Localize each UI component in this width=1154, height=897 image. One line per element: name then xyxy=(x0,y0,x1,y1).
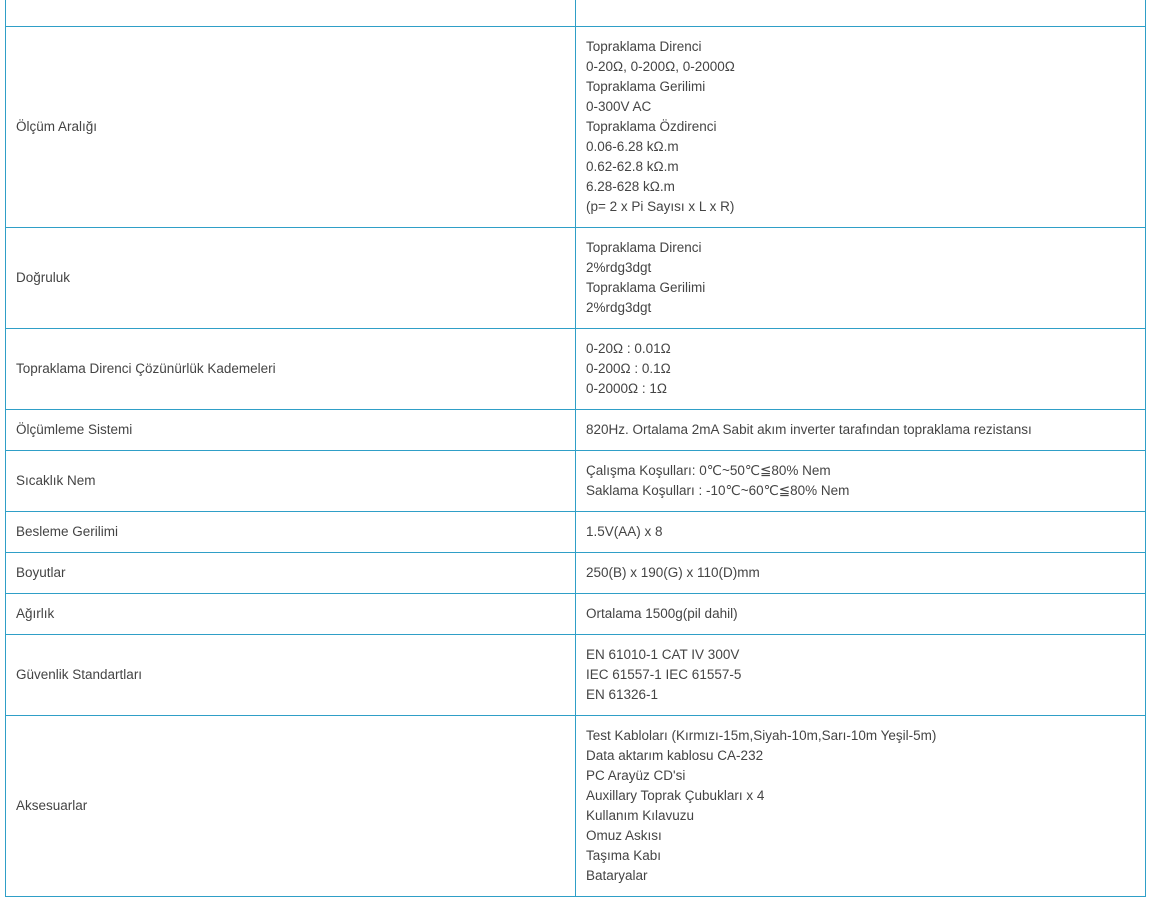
spec-value-line: Saklama Koşulları : -10℃~60℃≦80% Nem xyxy=(586,483,850,498)
spec-value-line: 0-300V AC xyxy=(586,99,652,114)
spec-label: Ağırlık xyxy=(16,606,55,621)
spec-value-line: 0-20Ω : 0.01Ω xyxy=(586,341,671,356)
spec-value-line: 6.28-628 kΩ.m xyxy=(586,179,675,194)
spec-table xyxy=(5,0,1146,897)
spec-value-line: Taşıma Kabı xyxy=(586,848,662,863)
table-row xyxy=(6,27,1146,228)
spec-value-cell xyxy=(576,410,1146,451)
spec-label-cell xyxy=(6,512,576,553)
table-row xyxy=(6,228,1146,329)
table-row xyxy=(6,553,1146,594)
spec-value-cell xyxy=(576,553,1146,594)
spec-label-cell xyxy=(6,0,576,27)
spec-label-cell xyxy=(6,594,576,635)
table-row xyxy=(6,451,1146,512)
spec-value-cell xyxy=(576,635,1146,716)
spec-value-line: 2%rdg3dgt xyxy=(586,260,652,275)
spec-label-cell xyxy=(6,635,576,716)
spec-value-line: Topraklama Gerilimi xyxy=(586,280,706,295)
spec-label: Ölçüm Aralığı xyxy=(16,119,98,134)
spec-label: Sıcaklık Nem xyxy=(16,473,96,488)
spec-label: Besleme Gerilimi xyxy=(16,524,119,539)
spec-value-cell xyxy=(576,594,1146,635)
spec-value-line: Topraklama Direnci xyxy=(586,240,702,255)
spec-value-cell xyxy=(576,329,1146,410)
spec-value-line: 0-20Ω, 0-200Ω, 0-2000Ω xyxy=(586,59,735,74)
spec-label: Boyutlar xyxy=(16,565,66,580)
spec-value-line: Bataryalar xyxy=(586,868,648,883)
spec-value-line: Ortalama 1500g(pil dahil) xyxy=(586,606,738,621)
spec-value-line: PC Arayüz CD'si xyxy=(586,768,686,783)
spec-value-cell xyxy=(576,512,1146,553)
table-row xyxy=(6,410,1146,451)
spec-value-line: 0-2000Ω : 1Ω xyxy=(586,381,667,396)
spec-label: Güvenlik Standartları xyxy=(16,667,143,682)
spec-value-line: (p= 2 x Pi Sayısı x L x R) xyxy=(586,199,735,214)
spec-value-line: 0-200Ω : 0.1Ω xyxy=(586,361,671,376)
spec-value-line: Topraklama Özdirenci xyxy=(586,119,717,134)
spec-label-cell xyxy=(6,228,576,329)
spec-value-line: 820Hz. Ortalama 2mA Sabit akım inverter tarafından topraklama rezistansı xyxy=(586,422,1032,437)
spec-value-line: Test Kabloları (Kırmızı-15m,Siyah-10m,Sarı-10m Yeşil-5m) xyxy=(586,728,937,743)
table-row-partial xyxy=(6,0,1146,27)
spec-value-line: 0.06-6.28 kΩ.m xyxy=(586,139,679,154)
table-row xyxy=(6,329,1146,410)
spec-label: Aksesuarlar xyxy=(16,798,88,813)
spec-value-cell xyxy=(576,27,1146,228)
spec-value-line: Kullanım Kılavuzu xyxy=(586,808,695,823)
spec-label-cell xyxy=(6,553,576,594)
spec-value-line: Data aktarım kablosu CA-232 xyxy=(586,748,764,763)
spec-label: Doğruluk xyxy=(16,270,71,285)
spec-label: Ölçümleme Sistemi xyxy=(16,422,133,437)
spec-value-line: Çalışma Koşulları: 0℃~50℃≦80% Nem xyxy=(586,463,831,478)
spec-label-cell xyxy=(6,329,576,410)
table-row xyxy=(6,512,1146,553)
spec-value-line: EN 61326-1 xyxy=(586,687,659,702)
spec-value-line: 1.5V(AA) x 8 xyxy=(586,524,663,539)
spec-label-cell xyxy=(6,410,576,451)
spec-value-cell xyxy=(576,451,1146,512)
spec-value-line: 250(B) x 190(G) x 110(D)mm xyxy=(586,565,760,580)
spec-label: Topraklama Direnci Çözünürlük Kademeleri xyxy=(16,361,276,376)
spec-value-line: EN 61010-1 CAT IV 300V xyxy=(586,647,740,662)
spec-value-cell xyxy=(576,716,1146,897)
table-row xyxy=(6,716,1146,897)
spec-value-line: 2%rdg3dgt xyxy=(586,300,652,315)
spec-value-line: 0.62-62.8 kΩ.m xyxy=(586,159,679,174)
spec-value-cell xyxy=(576,228,1146,329)
spec-value-cell xyxy=(576,0,1146,27)
spec-label-cell xyxy=(6,716,576,897)
spec-value-line: Topraklama Direnci xyxy=(586,39,702,54)
spec-value-line: IEC 61557-1 IEC 61557-5 xyxy=(586,667,742,682)
spec-value-line: Omuz Askısı xyxy=(586,828,662,843)
spec-label-cell xyxy=(6,451,576,512)
spec-value-line: Topraklama Gerilimi xyxy=(586,79,706,94)
table-row xyxy=(6,594,1146,635)
spec-label-cell xyxy=(6,27,576,228)
spec-value-line: Auxillary Toprak Çubukları x 4 xyxy=(586,788,765,803)
table-row xyxy=(6,635,1146,716)
